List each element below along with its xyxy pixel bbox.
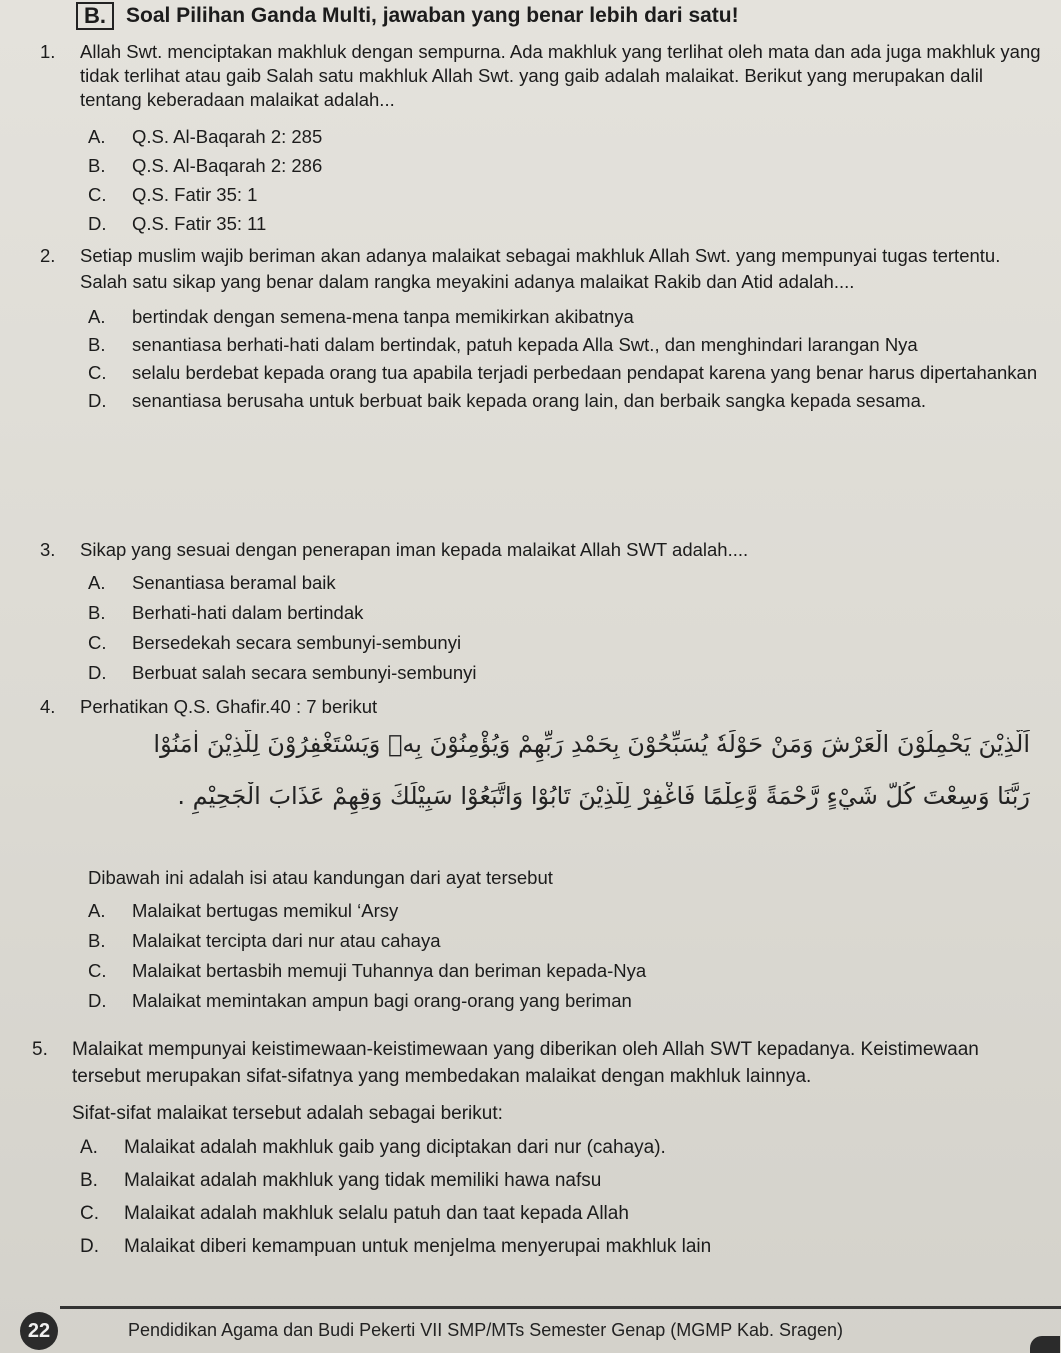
arabic-verse-line-2: رَبَّنَا وَسِعْتَ كُلَّ شَيْءٍ رَّحْمَةً وَّعِلْمًا فَاغْفِرْ لِلَّذِيْنَ تَابُوْا وَاتَّبَعُوْا سَبِيْلَكَ وَقِهِمْ عَذَابَ الْجَحِيْمِ . xyxy=(177,782,1030,810)
corner-decoration xyxy=(1030,1336,1060,1353)
option-label: D. xyxy=(88,213,107,234)
option-text: bertindak dengan semena-mena tanpa memikirkan akibatnya xyxy=(132,306,634,327)
option-label: A. xyxy=(88,900,106,921)
option-d[interactable] xyxy=(88,658,1048,688)
option-a[interactable] xyxy=(88,568,1048,598)
option-label: A. xyxy=(88,126,106,147)
option-c[interactable] xyxy=(88,359,1048,387)
option-text: Malaikat bertasbih memuji Tuhannya dan beriman kepada-Nya xyxy=(132,960,647,981)
question-3 xyxy=(40,538,1048,688)
option-text: Malaikat adalah makhluk yang tidak memiliki hawa nafsu xyxy=(124,1170,602,1191)
question-subtext: Dibawah ini adalah isi atau kandungan dari ayat tersebut xyxy=(88,867,553,888)
question-4-answers xyxy=(40,866,1048,1016)
option-label: D. xyxy=(80,1236,99,1257)
option-text: Malaikat memintakan ampun bagi orang-orang yang beriman xyxy=(132,990,632,1011)
option-d[interactable] xyxy=(88,986,1048,1016)
section-letter: B. xyxy=(76,2,114,30)
option-text: senantiasa berusaha untuk berbuat baik kepada orang lain, dan berbaik sangka kepada sesama. xyxy=(132,390,927,411)
option-text: Malaikat adalah makhluk selalu patuh dan taat kepada Allah xyxy=(124,1203,629,1224)
question-number: 3. xyxy=(40,539,56,560)
option-c[interactable] xyxy=(88,180,1048,209)
option-text: Malaikat adalah makhluk gaib yang diciptakan dari nur (cahaya). xyxy=(124,1137,666,1158)
option-label: D. xyxy=(88,390,107,411)
option-label: C. xyxy=(80,1203,99,1224)
question-5 xyxy=(32,1036,1048,1263)
option-d[interactable] xyxy=(88,387,1048,415)
option-text: Malaikat diberi kemampuan untuk menjelma menyerupai makhluk lain xyxy=(124,1236,712,1257)
question-number: 5. xyxy=(32,1039,48,1060)
option-label: A. xyxy=(80,1137,98,1158)
footer-book-title: Pendidikan Agama dan Budi Pekerti VII SMP/MTs Semester Genap (MGMP Kab. Sragen) xyxy=(128,1320,844,1340)
option-b[interactable] xyxy=(88,151,1048,180)
question-text: Setiap muslim wajib beriman akan adanya malaikat sebagai makhluk Allah Swt. yang mempunyai tugas tertentu. Salah satu sikap yang benar dalam rangka meyakini adanya malaikat Rakib dan Atid adalah.... xyxy=(80,245,1001,292)
page-footer xyxy=(0,1300,1061,1353)
option-label: D. xyxy=(88,990,107,1011)
option-text: Berhati-hati dalam bertindak xyxy=(132,602,364,623)
option-text: Malaikat tercipta dari nur atau cahaya xyxy=(132,930,441,951)
option-text: Q.S. Al-Baqarah 2: 285 xyxy=(132,126,323,147)
option-text: Berbuat salah secara sembunyi-sembunyi xyxy=(132,662,477,683)
option-text: Q.S. Al-Baqarah 2: 286 xyxy=(132,155,323,176)
option-label: C. xyxy=(88,632,107,653)
question-1 xyxy=(40,40,1048,238)
question-text: Malaikat mempunyai keistimewaan-keistimewaan yang diberikan oleh Allah SWT kepadanya. Keistimewaan tersebut merupakan sifat-sifatnya yang membedakan malaikat dengan makhluk lainnya. xyxy=(72,1039,979,1087)
option-a[interactable] xyxy=(88,122,1048,151)
option-c[interactable] xyxy=(88,628,1048,658)
option-text: selalu berdebat kepada orang tua apabila terjadi perbedaan pendapat karena yang benar harus dipertahankan xyxy=(132,362,1038,383)
option-label: B. xyxy=(80,1170,98,1191)
option-text: Malaikat bertugas memikul ‘Arsy xyxy=(132,900,399,921)
option-c[interactable] xyxy=(80,1197,1048,1230)
option-b[interactable] xyxy=(88,926,1048,956)
option-label: B. xyxy=(88,334,106,355)
option-a[interactable] xyxy=(80,1131,1048,1164)
question-subtext: Sifat-sifat malaikat tersebut adalah sebagai berikut: xyxy=(72,1103,503,1124)
option-label: A. xyxy=(88,306,106,327)
option-b[interactable] xyxy=(80,1164,1048,1197)
option-text: Q.S. Fatir 35: 1 xyxy=(132,184,258,205)
option-d[interactable] xyxy=(88,209,1048,238)
question-number: 4. xyxy=(40,696,56,717)
option-text: senantiasa berhati-hati dalam bertindak, patuh kepada Alla Swt., dan menghindari larangan Nya xyxy=(132,334,918,355)
page-number-badge: 22 xyxy=(20,1312,58,1350)
option-text: Bersedekah secara sembunyi-sembunyi xyxy=(132,632,462,653)
question-4 xyxy=(40,695,1048,719)
option-c[interactable] xyxy=(88,956,1048,986)
option-a[interactable] xyxy=(88,896,1048,926)
option-label: A. xyxy=(88,572,106,593)
option-label: D. xyxy=(88,662,107,683)
option-label: C. xyxy=(88,184,107,205)
option-label: B. xyxy=(88,930,106,951)
question-number: 1. xyxy=(40,41,56,62)
section-title: Soal Pilihan Ganda Multi, jawaban yang benar lebih dari satu! xyxy=(126,4,739,27)
arabic-verse-line-1: اَلَّذِيْنَ يَحْمِلُوْنَ الْعَرْشَ وَمَنْ حَوْلَهٗ يُسَبِّحُوْنَ بِحَمْدِ رَبِّهِمْ وَيُؤْمِنُوْنَ بِهٖ وَيَسْتَغْفِرُوْنَ لِلَّذِيْنَ اٰمَنُوْا xyxy=(153,730,1030,758)
question-2 xyxy=(40,243,1048,415)
footer-divider xyxy=(60,1306,1061,1309)
section-heading xyxy=(76,2,739,30)
question-number: 2. xyxy=(40,245,56,266)
option-text: Senantiasa beramal baik xyxy=(132,572,336,593)
option-label: C. xyxy=(88,362,107,383)
option-a[interactable] xyxy=(88,303,1048,331)
option-b[interactable] xyxy=(88,331,1048,359)
option-b[interactable] xyxy=(88,598,1048,628)
option-label: C. xyxy=(88,960,107,981)
question-text: Allah Swt. menciptakan makhluk dengan sempurna. Ada makhluk yang terlihat oleh mata dan ada juga makhluk yang tidak terlihat atau gaib Salah satu makhluk Allah Swt. yang gaib adalah malaikat. Berikut yang merupakan dalil tentang keberadaan malaikat adalah... xyxy=(80,41,1041,110)
option-text: Q.S. Fatir 35: 11 xyxy=(132,213,267,234)
option-label: B. xyxy=(88,155,106,176)
option-d[interactable] xyxy=(80,1230,1048,1263)
option-label: B. xyxy=(88,602,106,623)
question-text: Perhatikan Q.S. Ghafir.40 : 7 berikut xyxy=(80,696,378,717)
question-text: Sikap yang sesuai dengan penerapan iman kepada malaikat Allah SWT adalah.... xyxy=(80,539,749,560)
